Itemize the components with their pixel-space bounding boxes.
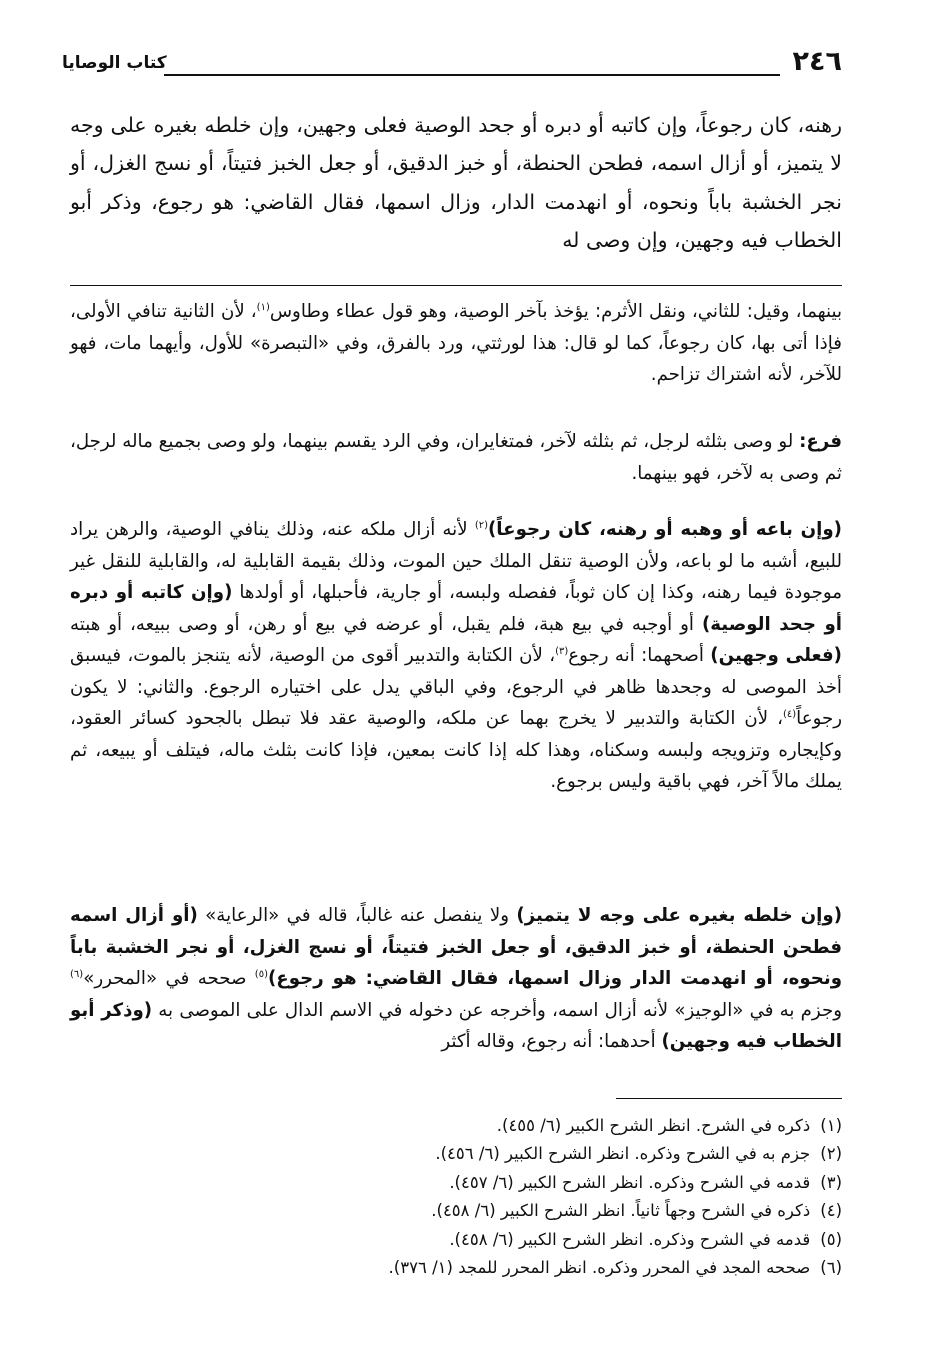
commentary-text: ، لأن الثانية تنافي الأولى، فإذا أتى بها، كان رجوعاً، كما لو قال: هذا لورثتي، ورد بالفرق، وفي «التبصرة» للأول، وأيهما مات، فهو للآخر، لأنه اشتراك تزاحم. bbox=[70, 301, 842, 385]
footnote bbox=[300, 1254, 842, 1282]
commentary-text: أصحهما: أنه رجوع bbox=[568, 645, 711, 666]
commentary-text: لو وصى بثلثه لرجل، ثم بثلثه لآخر، فمتغايران، وفي الرد يقسم بينهما، ولو وصى بجميع ماله لرجل، ثم وصى به لآخر، فهو بينهما. bbox=[70, 431, 842, 484]
footnote-ref: (٥) bbox=[254, 968, 268, 980]
page-header bbox=[62, 44, 842, 84]
footnote bbox=[300, 1169, 842, 1197]
main-text: رهنه، كان رجوعاً، وإن كاتبه أو دبره أو جحد الوصية فعلى وجهين، وإن خلطه بغيره على وجه لا يتميز، أو أزال اسمه، فطحن الحنطة، أو خبز الدقيق، أو جعل الخبز فتيتاً، أو نسج الغزل، أو نجر الخشبة باباً ونحوه، أو انهدمت الدار، وزال اسمها، فقال القاضي: هو رجوع، وذكر أبو الخطاب فيه وجهين، وإن وصى له bbox=[70, 113, 842, 253]
branch-label: فرع: bbox=[799, 431, 842, 452]
footnote-text: ذكره في الشرح. انظر الشرح الكبير (٦/ ٤٥٥). bbox=[496, 1116, 811, 1135]
book-title: كتاب الوصايا bbox=[62, 53, 167, 73]
commentary-text: لأنه أزال ملكه عنه، وذلك ينافي الوصية، والرهن يراد للبيع، أشبه ما لو باعه، ولأن الوصية تنقل الملك حين الموت، وذلك بقيمة القابلية له، والقابلية للنقل غير موجودة فيما رهنه، وكذا إن كان ثوباً، ففصله ولبسه، أو جارية، فأحبلها، أو أولدها bbox=[70, 519, 842, 603]
footnotes bbox=[300, 1112, 842, 1282]
commentary-text: أحدهما: أنه رجوع، وقاله أكثر bbox=[441, 1031, 662, 1052]
footnote-ref: (٣) bbox=[555, 645, 569, 657]
footnote bbox=[300, 1112, 842, 1140]
page-number: ٢٤٦ bbox=[792, 46, 842, 77]
footnote-ref: (١) bbox=[256, 301, 270, 313]
commentary-text: بينهما، وقيل: للثاني، ونقل الأثرم: يؤخذ بآخر الوصية، وهو قول عطاء وطاوس bbox=[269, 301, 843, 322]
text-divider bbox=[70, 285, 842, 286]
footnote-text: قدمه في الشرح وذكره. انظر الشرح الكبير (٦/ ٤٥٨). bbox=[449, 1229, 811, 1249]
footnote-ref: (٦) bbox=[70, 968, 84, 980]
footnote-number: (٤) bbox=[820, 1201, 842, 1221]
commentary-paragraph-1 bbox=[70, 296, 842, 391]
quoted-matn: (وإن خلطه بغيره على وجه لا يتميز) bbox=[516, 905, 843, 926]
commentary-text: ولا ينفصل عنه غالباً، قاله في «الرعاية» bbox=[197, 905, 517, 926]
footnote-text: قدمه في الشرح وذكره. انظر الشرح الكبير (٦/ ٤٥٧). bbox=[449, 1172, 811, 1192]
footnote-number: (٢) bbox=[820, 1144, 842, 1164]
footnote-ref: (٤) bbox=[782, 708, 797, 720]
quoted-matn: (فعلى وجهين) bbox=[710, 645, 842, 666]
quoted-matn: (وإن باعه أو وهبه أو رهنه، كان رجوعاً) bbox=[488, 519, 842, 540]
commentary-text: ، لأن الكتابة والتدبير أقوى من الوصية، لأنه يتنجز بالموت، فيسبق أخذ الموصى له وجحدها ظاهر في الرجوع، وفي الباقي يدل على اختياره الرجوع. والثاني: لا يكون رجوعاً bbox=[70, 645, 842, 729]
footnote-number: (٣) bbox=[820, 1172, 842, 1192]
footnote-number: (٥) bbox=[820, 1229, 842, 1249]
footnote-text: جزم به في الشرح وذكره. انظر الشرح الكبير (٦/ ٤٥٦). bbox=[435, 1144, 811, 1164]
commentary-paragraph-2 bbox=[70, 426, 842, 489]
footnote-number: (٦) bbox=[820, 1258, 842, 1278]
quoted-matn: (وذكر أبو الخطاب فيه وجهين) bbox=[70, 999, 842, 1052]
quoted-matn: (أو أزال اسمه فطحن الحنطة، أو خبز الدقيق، أو جعل الخبز فتيتاً، أو نسج الغزل، أو نجر الخشبة باباً ونحوه، أو انهدمت الدار وزال اسمها، فقال القاضي: هو رجوع) bbox=[70, 905, 842, 989]
quoted-matn: (وإن كاتبه أو دبره أو جحد الوصية) bbox=[70, 582, 843, 635]
footnote-ref: (٢) bbox=[474, 519, 488, 531]
commentary-text: صححه في «المحرر» bbox=[83, 968, 255, 989]
footnote bbox=[300, 1226, 842, 1254]
commentary-text: وجزم به في «الوجيز» لأنه أزال اسمه، وأخرجه عن دخوله في الاسم الدال على الموصى به bbox=[152, 999, 842, 1021]
footnote bbox=[300, 1197, 842, 1225]
commentary-paragraph-3 bbox=[70, 514, 842, 798]
commentary-text: ، لأن الكتابة والتدبير لا يخرج بهما عن ملكه، والوصية عقد فلا تبطل بالجحود كسائر العقود، وكإيجاره وتزويجه ولبسه وسكناه، وهذا كله إذا كانت بمعين، فإذا كانت بثلث ماله، فيتلف أو يبيعه، ثم يملك مالاً آخر، فهي باقية وليس برجوع. bbox=[70, 708, 842, 792]
footnote-text: ذكره في الشرح وجهاً ثانياً. انظر الشرح الكبير (٦/ ٤٥٨). bbox=[431, 1201, 811, 1221]
footnote-number: (١) bbox=[820, 1116, 842, 1135]
header-rule bbox=[164, 74, 780, 76]
footnote-text: صححه المجد في المحرر وذكره. انظر المحرر للمجد (١/ ٣٧٦). bbox=[388, 1258, 811, 1278]
commentary-paragraph-4 bbox=[70, 900, 842, 1058]
footnote-rule bbox=[616, 1098, 842, 1099]
footnote bbox=[300, 1140, 842, 1168]
commentary-text: أو أوجبه في بيع هبة، فلم يقبل، أو عرضه في بيع أو رهن، أو وصى ببيعه، أو هبته bbox=[70, 613, 702, 635]
